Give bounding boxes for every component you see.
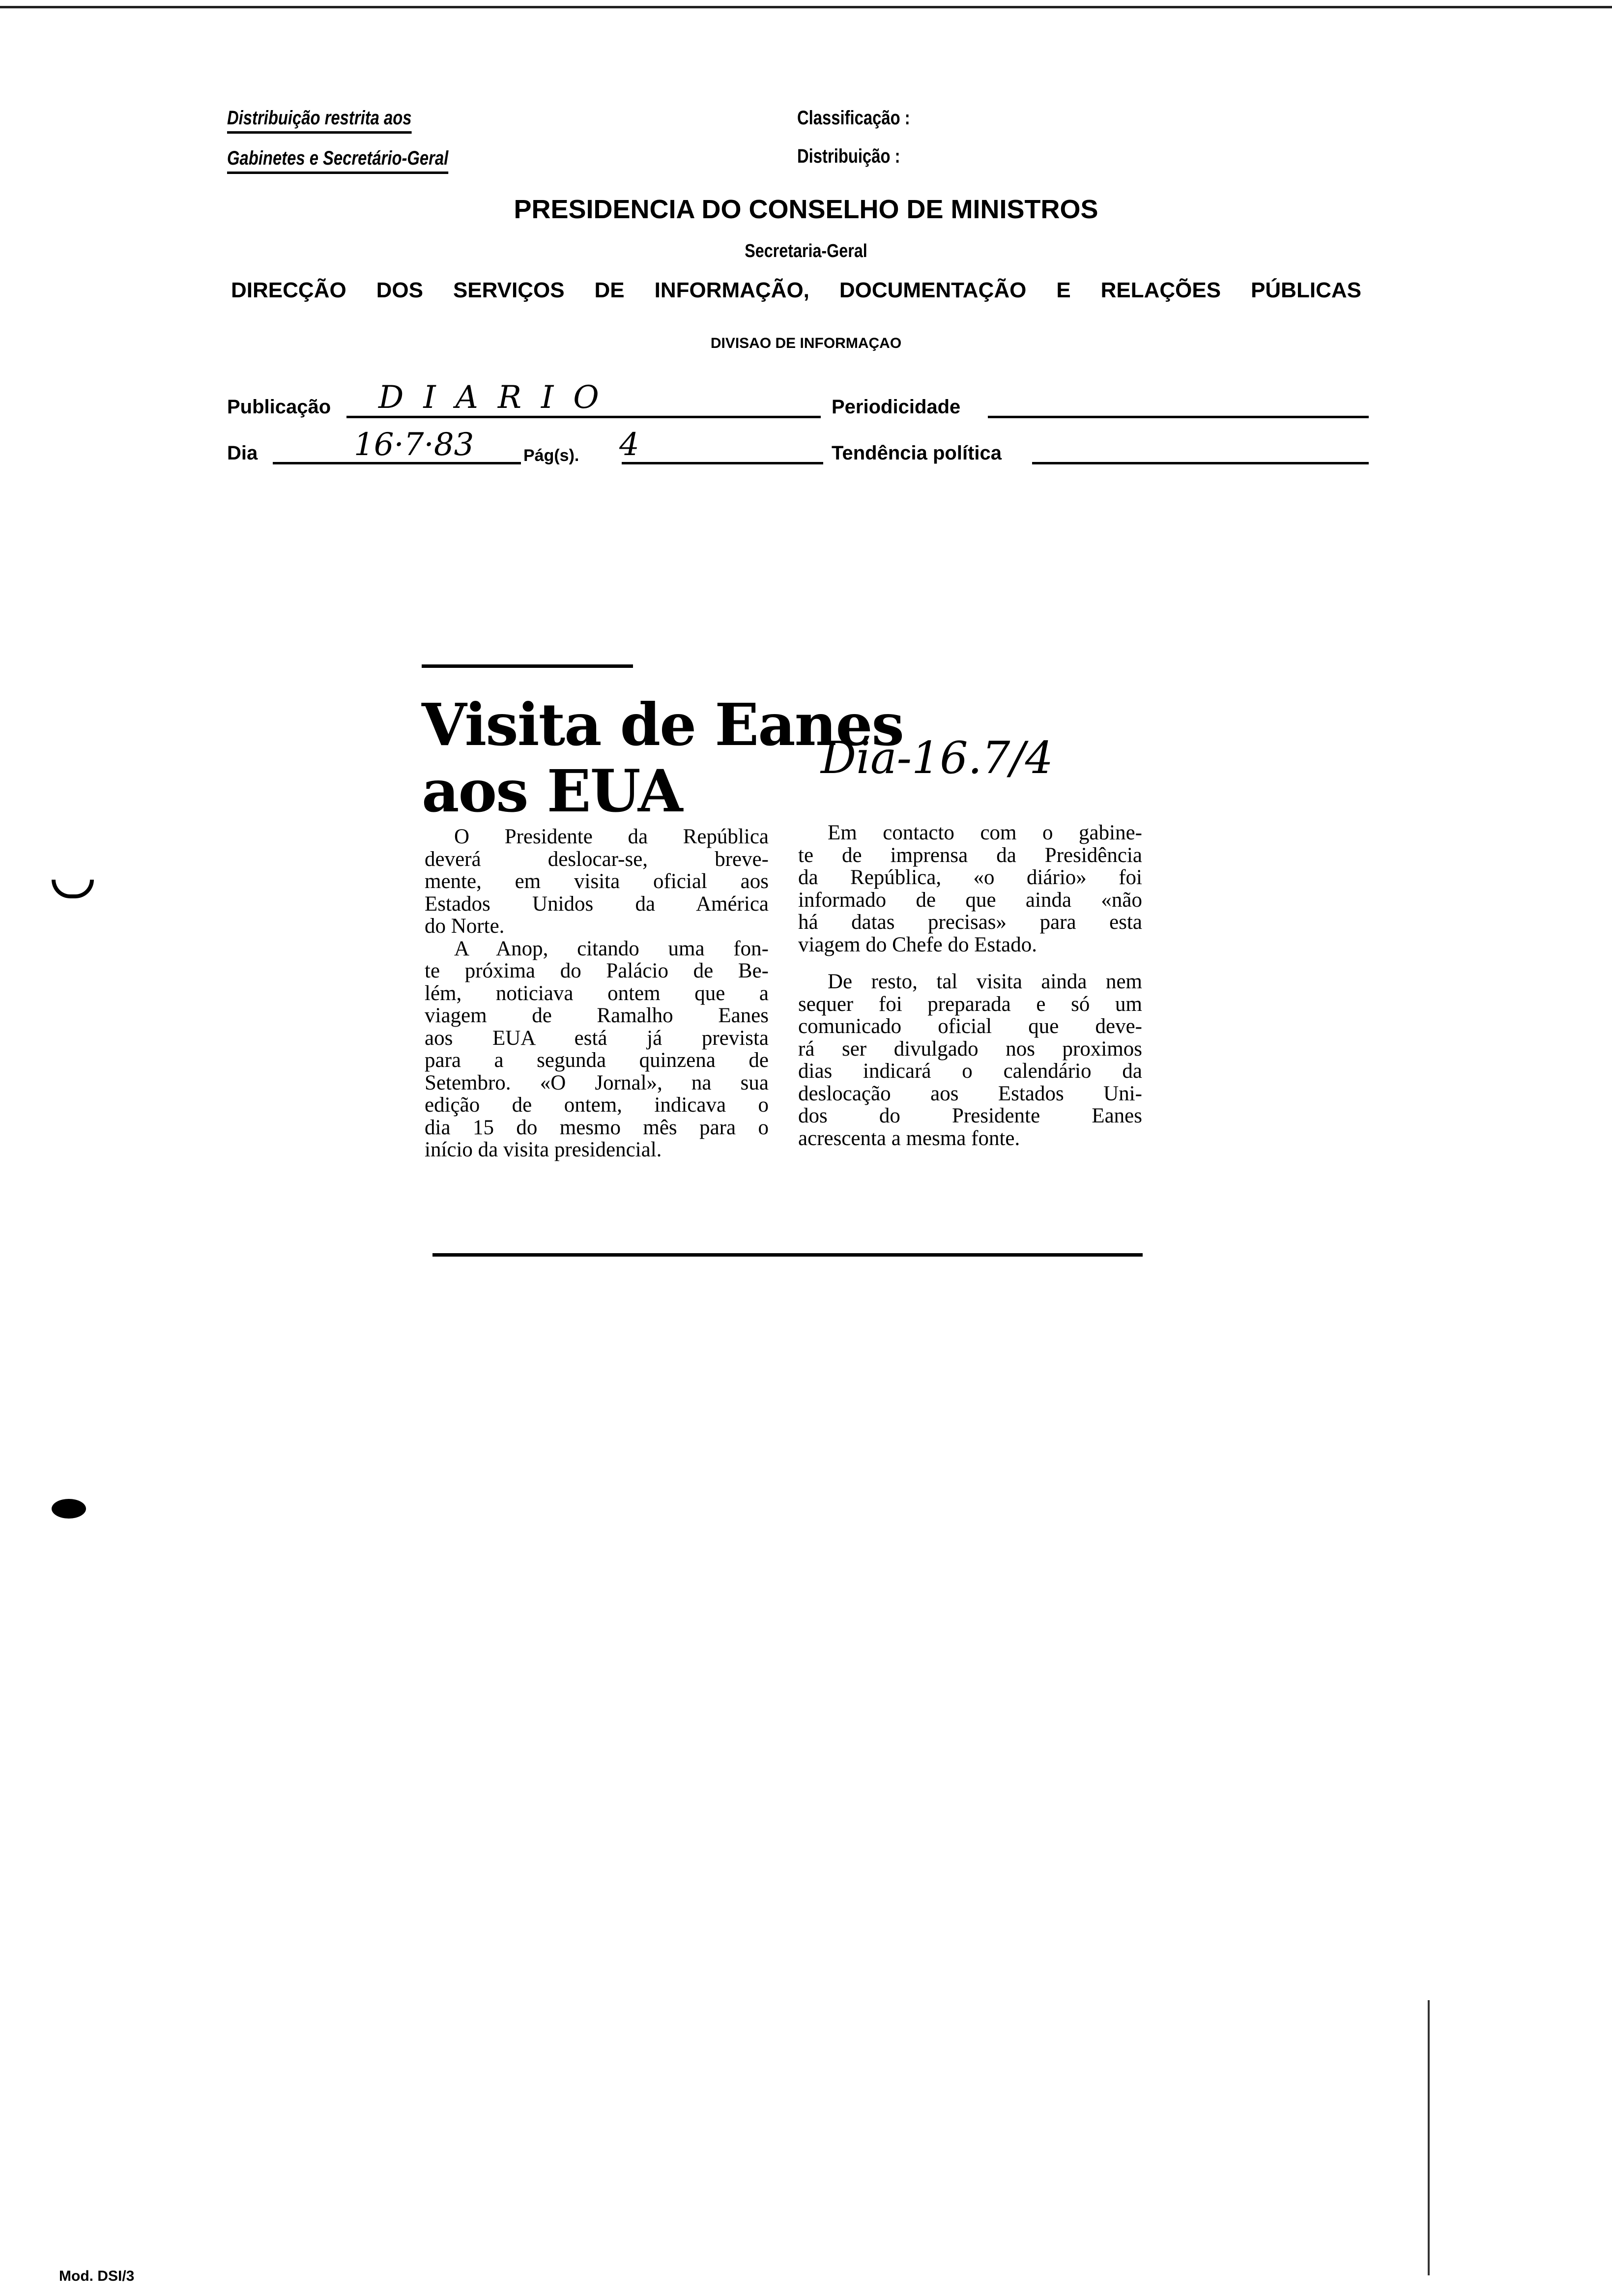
article-text-line: início da visita presidencial.	[425, 1138, 662, 1161]
article-text-line: lém, noticiava ontem que a	[425, 981, 769, 1005]
periodicity-field-line	[988, 416, 1369, 418]
article-text-line: viagem do Chefe do Estado.	[798, 933, 1037, 956]
direction-word: E	[1056, 278, 1071, 302]
headline-line-1: Visita de Eanes	[422, 690, 903, 759]
division-title: DIVISAO DE INFORMAÇAO	[710, 335, 902, 351]
publication-field-line	[346, 416, 821, 418]
article-text-line: rá ser divulgado nos proximos	[798, 1037, 1142, 1061]
article-text-line: viagem de Ramalho Eanes	[425, 1004, 769, 1027]
tendency-label: Tendência política	[832, 442, 1002, 464]
article-right-column	[798, 822, 1142, 1149]
direction-word: RELAÇÕES	[1100, 278, 1221, 302]
tendency-field-line	[1032, 462, 1369, 464]
direction-word: DIRECÇÃO	[231, 278, 346, 302]
direction-word: INFORMAÇÃO,	[654, 278, 809, 302]
punch-hole-mark	[52, 880, 94, 898]
day-label: Dia	[227, 442, 258, 464]
article-text-line: mente, em visita oficial aos	[425, 870, 769, 893]
restriction-line-2: Gabinetes e Secretário-Geral	[227, 147, 448, 174]
article-text-line: para a segunda quinzena de	[425, 1049, 769, 1072]
article-text-line: da República, «o diário» foi	[798, 866, 1142, 889]
direction-word: DOCUMENTAÇÃO	[839, 278, 1027, 302]
day-value: 16·7·83	[354, 427, 474, 463]
paragraph-gap	[798, 956, 1142, 971]
article-text-line: Estados Unidos da América	[425, 892, 769, 916]
article-left-column	[425, 826, 769, 1161]
article-text-line: te de imprensa da Presidência	[798, 843, 1142, 867]
article-text-line: De resto, tal visita ainda nem	[828, 970, 1142, 993]
article-text-line: te próxima do Palácio de Be-	[425, 959, 769, 982]
article-text-line: do Norte.	[425, 915, 505, 938]
article-text-line: dia 15 do mesmo mês para o	[425, 1116, 769, 1139]
pages-value: 4	[619, 427, 639, 463]
article-text-line: sequer foi preparada e só um	[798, 992, 1142, 1016]
direction-word: DE	[594, 278, 625, 302]
punch-hole-mark	[52, 1499, 86, 1519]
handwritten-note: Dia-16.7/4	[821, 732, 1053, 784]
article-text-line: A Anop, citando uma fon-	[454, 937, 769, 960]
headline-line-2: aos EUA	[422, 757, 682, 825]
scan-edge-line	[1428, 2000, 1430, 2275]
pages-label: Pág(s).	[523, 446, 579, 465]
article-text-line: há datas precisas» para esta	[798, 911, 1142, 934]
article-text-line: aos EUA está já prevista	[425, 1026, 769, 1050]
article-text-line: dos do Presidente Eanes	[798, 1104, 1142, 1127]
article-text-line: Setembro. «O Jornal», na sua	[425, 1071, 769, 1094]
publication-value: DIARIO	[378, 379, 619, 416]
direction-word: DOS	[376, 278, 423, 302]
distribution-label: Distribuição :	[797, 145, 900, 167]
direction-title	[231, 278, 1361, 303]
classification-label: Classificação :	[797, 107, 910, 129]
form-code: Mod. DSI/3	[59, 2268, 135, 2284]
restriction-line-1: Distribuição restrita aos	[227, 107, 412, 134]
periodicity-label: Periodicidade	[832, 396, 961, 418]
article-text-line: deverá deslocar-se, breve-	[425, 847, 769, 871]
org-subtitle: Secretaria-Geral	[745, 241, 867, 261]
article-bottom-rule	[432, 1253, 1143, 1257]
article-text-line: dias indicará o calendário da	[798, 1060, 1142, 1083]
top-border	[0, 6, 1612, 8]
pages-field-line	[622, 462, 823, 464]
article-top-rule	[422, 664, 633, 668]
article-text-line: O Presidente da República	[454, 825, 769, 848]
publication-label: Publicação	[227, 396, 331, 418]
article-text-line: informado de que ainda «não	[798, 888, 1142, 912]
article-text-line: comunicado oficial que deve-	[798, 1015, 1142, 1038]
org-title: PRESIDENCIA DO CONSELHO DE MINISTROS	[514, 195, 1098, 224]
article-text-line: edição de ontem, indicava o	[425, 1093, 769, 1117]
article-text-line: acrescenta a mesma fonte.	[798, 1126, 1020, 1150]
article-text-line: Em contacto com o gabine-	[828, 821, 1142, 844]
article-text-line: deslocação aos Estados Uni-	[798, 1082, 1142, 1105]
direction-word: PÚBLICAS	[1251, 278, 1361, 302]
direction-word: SERVIÇOS	[453, 278, 565, 302]
